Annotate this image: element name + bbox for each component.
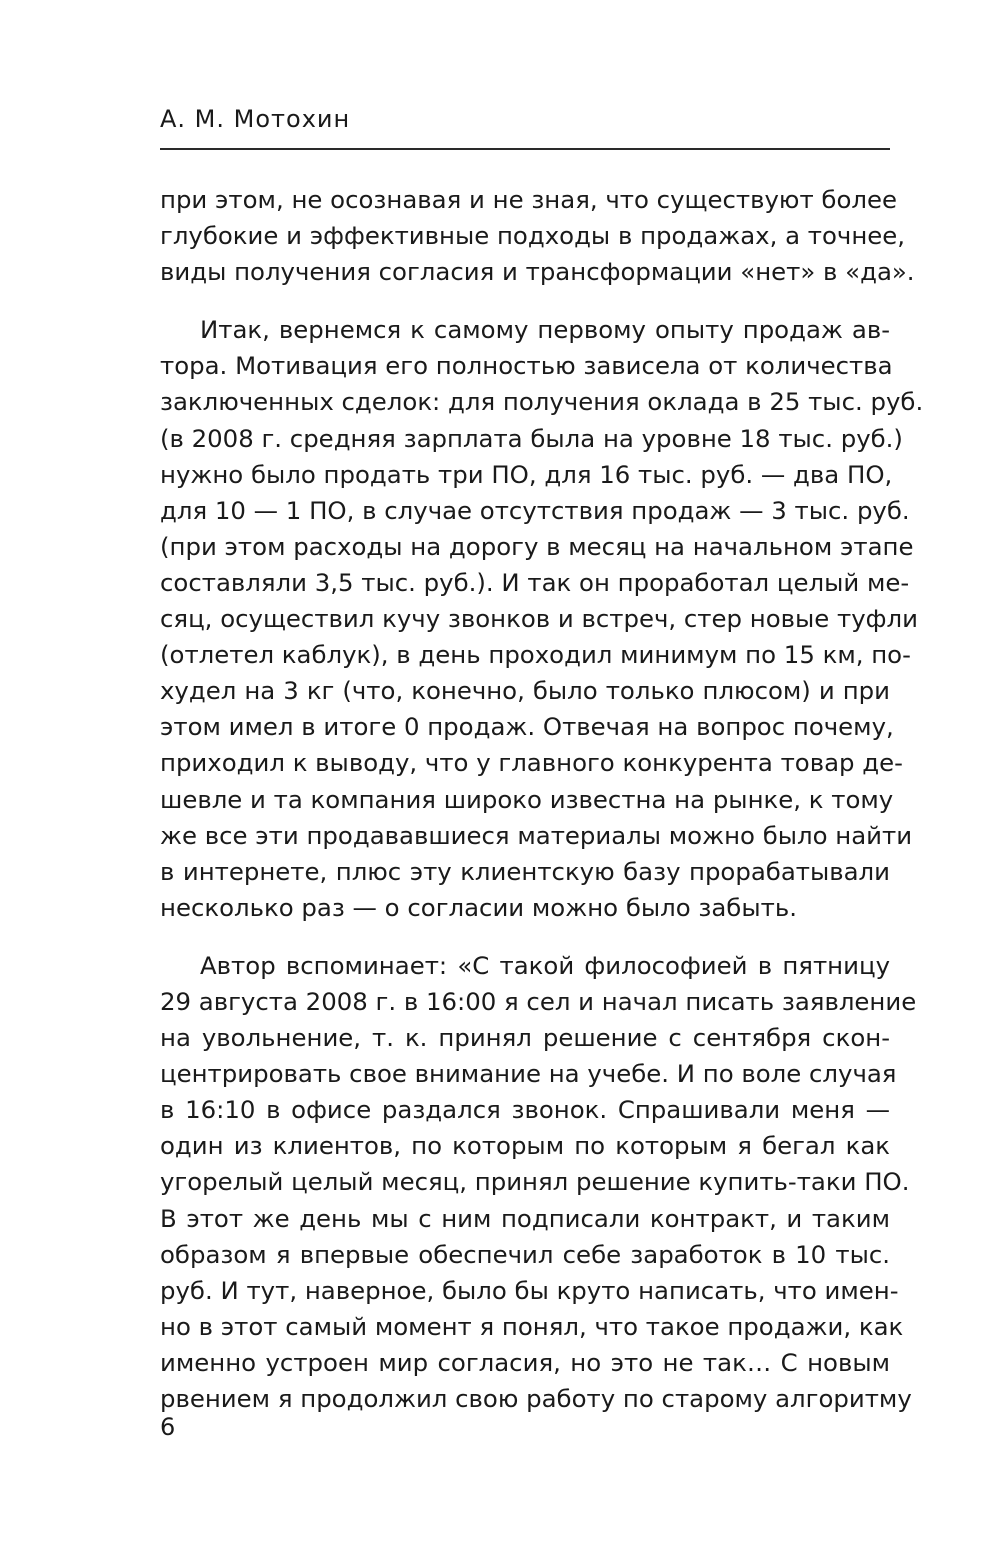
text-line: несколько раз — о согласии можно было забыть. — [160, 892, 797, 922]
text-line: (при этом расходы на дорогу в месяц на начальном этапе — [160, 531, 914, 561]
text-line: шевле и та компания широко известна на рынке, к тому — [160, 784, 894, 814]
text-line: на увольнение, т. к. принял решение с сентября скон- — [160, 1023, 890, 1053]
text-line: глубокие и эффективные подходы в продажах, а точнее, — [160, 221, 906, 251]
header-rule — [160, 148, 890, 150]
text-line: же все эти продававшиеся материалы можно было найти — [160, 820, 913, 850]
text-line: для 10 — 1 ПО, в случае отсутствия продаж — 3 тыс. руб. — [160, 495, 910, 525]
text-line: в 16:10 в офисе раздался звонок. Спрашивали меня — — [160, 1095, 890, 1125]
text-line: (в 2008 г. средняя зарплата была на уровне 18 тыс. руб.) — [160, 423, 903, 453]
text-line: центрировать свое внимание на учебе. И по воле случая — [160, 1059, 897, 1089]
text-line: приходил к выводу, что у главного конкурента товар де- — [160, 748, 903, 778]
text-line: Автор вспоминает: «С такой философией в пятницу — [200, 950, 890, 980]
text-line: рвением я продолжил свою работу по старому алгоритму — [160, 1384, 912, 1413]
text-line: образом я впервые обеспечил себе заработок в 10 тыс. — [160, 1239, 890, 1269]
text-line: 29 августа 2008 г. в 16:00 я сел и начал писать заявление — [160, 986, 917, 1016]
text-line: этом имел в итоге 0 продаж. Отвечая на вопрос почему, — [160, 712, 894, 742]
text-line: Итак, вернемся к самому первому опыту продаж ав- — [200, 315, 890, 345]
paragraph — [160, 312, 924, 926]
text-line: (отлетел каблук), в день проходил минимум по 15 км, по- — [160, 640, 911, 670]
text-line: в интернете, плюс эту клиентскую базу прорабатывали — [160, 856, 890, 886]
text-line: угорелый целый месяц, принял решение купить-таки ПО. — [160, 1167, 910, 1197]
text-line: один из клиентов, по которым по которым я бегал как — [160, 1131, 890, 1161]
page-number: 6 — [160, 1413, 176, 1441]
text-line: В этот же день мы с ним подписали контракт, и таким — [160, 1203, 890, 1233]
text-line: тора. Мотивация его полностью зависела от количества — [160, 351, 893, 381]
body-text — [160, 182, 924, 1417]
text-line: заключенных сделок: для получения оклада в 25 тыс. руб. — [160, 387, 924, 417]
text-line: сяц, осуществил кучу звонков и встреч, стер новые туфли — [160, 604, 918, 634]
text-line: руб. И тут, наверное, было бы круто написать, что имен- — [160, 1275, 899, 1305]
text-line: нужно было продать три ПО, для 16 тыс. руб. — два ПО, — [160, 459, 893, 489]
text-line: худел на 3 кг (что, конечно, было только плюсом) и при — [160, 676, 890, 706]
text-line: именно устроен мир согласия, но это не так… С новым — [160, 1347, 890, 1377]
paragraph — [160, 182, 915, 290]
paragraph — [160, 948, 917, 1417]
text-line: виды получения согласия и трансформации «нет» в «да». — [160, 257, 915, 287]
text-line: составляли 3,5 тыс. руб.). И так он проработал целый ме- — [160, 567, 910, 597]
running-head: А. М. Мотохин — [160, 105, 351, 133]
text-line: при этом, не осознавая и не зная, что существуют более — [160, 185, 897, 214]
text-line: но в этот самый момент я понял, что такое продажи, как — [160, 1311, 904, 1341]
